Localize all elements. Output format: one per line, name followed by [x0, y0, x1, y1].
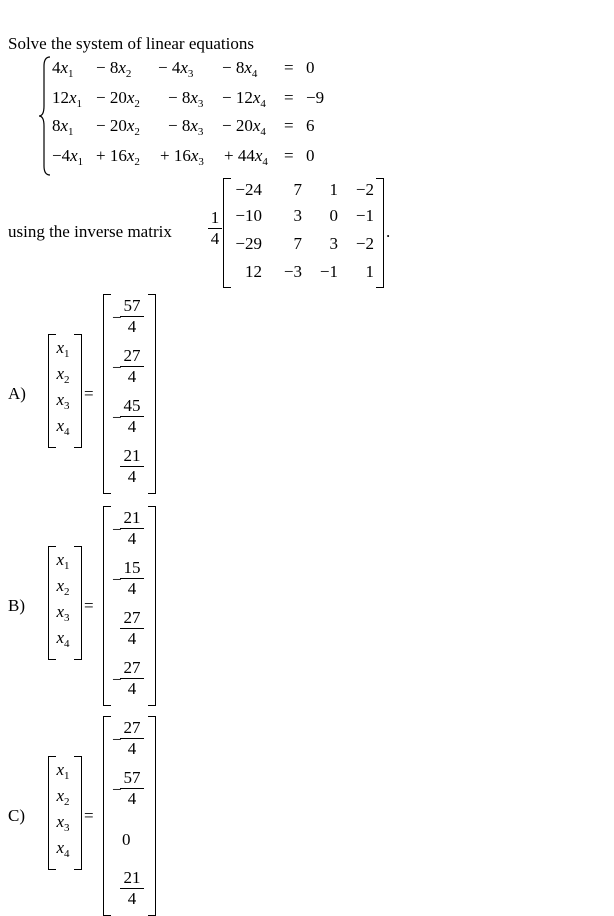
- entry-sign: −: [112, 780, 122, 799]
- fraction-denominator: 4: [127, 629, 137, 648]
- equation-term: − $8x_4$: [222, 58, 258, 80]
- equation-term: − $20x_2$: [96, 116, 140, 138]
- entry-fraction: [120, 868, 144, 909]
- using-inverse-text: using the inverse matrix: [8, 222, 172, 241]
- entry-fraction: [120, 346, 144, 387]
- equation-term: 6: [306, 116, 315, 135]
- matrix-cell: 3: [329, 234, 338, 253]
- option-label: C): [8, 806, 25, 825]
- equation-term: − $20x_4$: [222, 116, 266, 138]
- matrix-cell: −1: [319, 262, 338, 281]
- matrix-cell: 1: [365, 262, 374, 281]
- equals-sign: =: [84, 806, 94, 825]
- period: .: [386, 222, 391, 241]
- answer-right-bracket: [148, 506, 156, 706]
- fraction-numerator: 27: [123, 346, 141, 365]
- answer-left-bracket: [103, 294, 111, 494]
- fraction-numerator: 57: [123, 296, 141, 315]
- entry-fraction: [120, 396, 144, 437]
- entry-fraction: [120, 768, 144, 809]
- equation-term: 0: [306, 58, 315, 77]
- equation-term: =: [284, 58, 294, 77]
- fraction-numerator: 27: [123, 658, 141, 677]
- answer-right-bracket: [148, 294, 156, 494]
- equation-term: + $44x_4$: [224, 146, 268, 168]
- matrix-cell: 1: [329, 180, 338, 199]
- matrix-cell: −29: [235, 234, 262, 253]
- entry-sign: −: [112, 730, 122, 749]
- matrix-cell: 12: [245, 262, 262, 281]
- fraction-numerator: 57: [123, 768, 141, 787]
- vector-variable: $x_2$: [56, 786, 70, 808]
- problem-intro: Solve the system of linear equations: [8, 34, 254, 53]
- fraction-denominator: 4: [127, 467, 137, 486]
- left-brace: [38, 56, 52, 176]
- vector-variable: $x_4$: [56, 838, 70, 860]
- matrix-cell: −24: [235, 180, 262, 199]
- equation-term: $-4x_1$: [52, 146, 84, 168]
- entry-sign: −: [112, 408, 122, 427]
- equation-term: − $4x_3$: [158, 58, 194, 80]
- entry-sign: −: [112, 670, 122, 689]
- equation-term: =: [284, 116, 294, 135]
- fraction-numerator: 21: [123, 446, 141, 465]
- fraction-denominator: 4: [127, 739, 137, 758]
- vector-variable: $x_4$: [56, 628, 70, 650]
- equation-term: =: [284, 146, 294, 165]
- answer-right-bracket: [148, 716, 156, 916]
- vector-variable: $x_1$: [56, 550, 70, 572]
- equation-term: =: [284, 88, 294, 107]
- entry-fraction: [120, 446, 144, 487]
- vector-variable: $x_1$: [56, 760, 70, 782]
- vector-variable: $x_3$: [56, 390, 70, 412]
- entry-fraction: [120, 608, 144, 649]
- equation-term: − $8x_3$: [168, 116, 204, 138]
- matrix-cell: −3: [283, 262, 302, 281]
- entry-sign: −: [112, 358, 122, 377]
- matrix-right-bracket: [376, 178, 384, 288]
- vector-variable: $x_2$: [56, 364, 70, 386]
- equals-sign: =: [84, 596, 94, 615]
- option-label: B): [8, 596, 25, 615]
- fraction-denominator: 4: [127, 889, 137, 908]
- entry-value: 0: [122, 830, 131, 849]
- entry-fraction: [120, 658, 144, 699]
- fraction-denominator: 4: [127, 417, 137, 436]
- matrix-cell: −1: [355, 206, 374, 225]
- fraction-denominator: 4: [127, 529, 137, 548]
- entry-fraction: [120, 508, 144, 549]
- equation-term: − $8x_2$: [96, 58, 132, 80]
- fraction-numerator: 21: [123, 868, 141, 887]
- entry-fraction: [120, 718, 144, 759]
- matrix-cell: 3: [293, 206, 302, 225]
- vector-variable: $x_4$: [56, 416, 70, 438]
- fraction-numerator: 15: [123, 558, 141, 577]
- equation-term: $12x_1$: [52, 88, 83, 110]
- entry-sign: −: [112, 570, 122, 589]
- equation-term: $8x_1$: [52, 116, 74, 138]
- entry-fraction: [120, 296, 144, 337]
- entry-sign: −: [112, 520, 122, 539]
- fraction-numerator: 27: [123, 718, 141, 737]
- fraction-denominator: 4: [127, 317, 137, 336]
- entry-fraction: [120, 558, 144, 599]
- matrix-cell: 0: [329, 206, 338, 225]
- equation-term: − $8x_3$: [168, 88, 204, 110]
- matrix-cell: −10: [235, 206, 262, 225]
- equation-term: + $16x_2$: [96, 146, 140, 168]
- equation-term: −9: [306, 88, 325, 107]
- matrix-cell: 7: [293, 234, 302, 253]
- matrix-cell: 7: [293, 180, 302, 199]
- fraction-denominator: 4: [127, 579, 137, 598]
- equation-term: − $20x_2$: [96, 88, 140, 110]
- equation-term: $4x_1$: [52, 58, 74, 80]
- equals-sign: =: [84, 384, 94, 403]
- fraction-numerator: 21: [123, 508, 141, 527]
- matrix-cell: −2: [355, 180, 374, 199]
- inverse-scalar: [208, 208, 222, 249]
- option-label: A): [8, 384, 26, 403]
- equation-term: 0: [306, 146, 315, 165]
- vector-variable: $x_3$: [56, 812, 70, 834]
- fraction-denominator: 4: [127, 679, 137, 698]
- entry-sign: −: [112, 308, 122, 327]
- scalar-denominator: 4: [210, 229, 220, 248]
- answer-left-bracket: [103, 716, 111, 916]
- vector-variable: $x_1$: [56, 338, 70, 360]
- fraction-denominator: 4: [127, 789, 137, 808]
- scalar-numerator: 1: [210, 208, 220, 227]
- equation-term: + $16x_3$: [160, 146, 204, 168]
- fraction-denominator: 4: [127, 367, 137, 386]
- vector-variable: $x_3$: [56, 602, 70, 624]
- fraction-numerator: 45: [123, 396, 141, 415]
- answer-left-bracket: [103, 506, 111, 706]
- equation-term: − $12x_4$: [222, 88, 266, 110]
- vector-variable: $x_2$: [56, 576, 70, 598]
- fraction-numerator: 27: [123, 608, 141, 627]
- matrix-cell: −2: [355, 234, 374, 253]
